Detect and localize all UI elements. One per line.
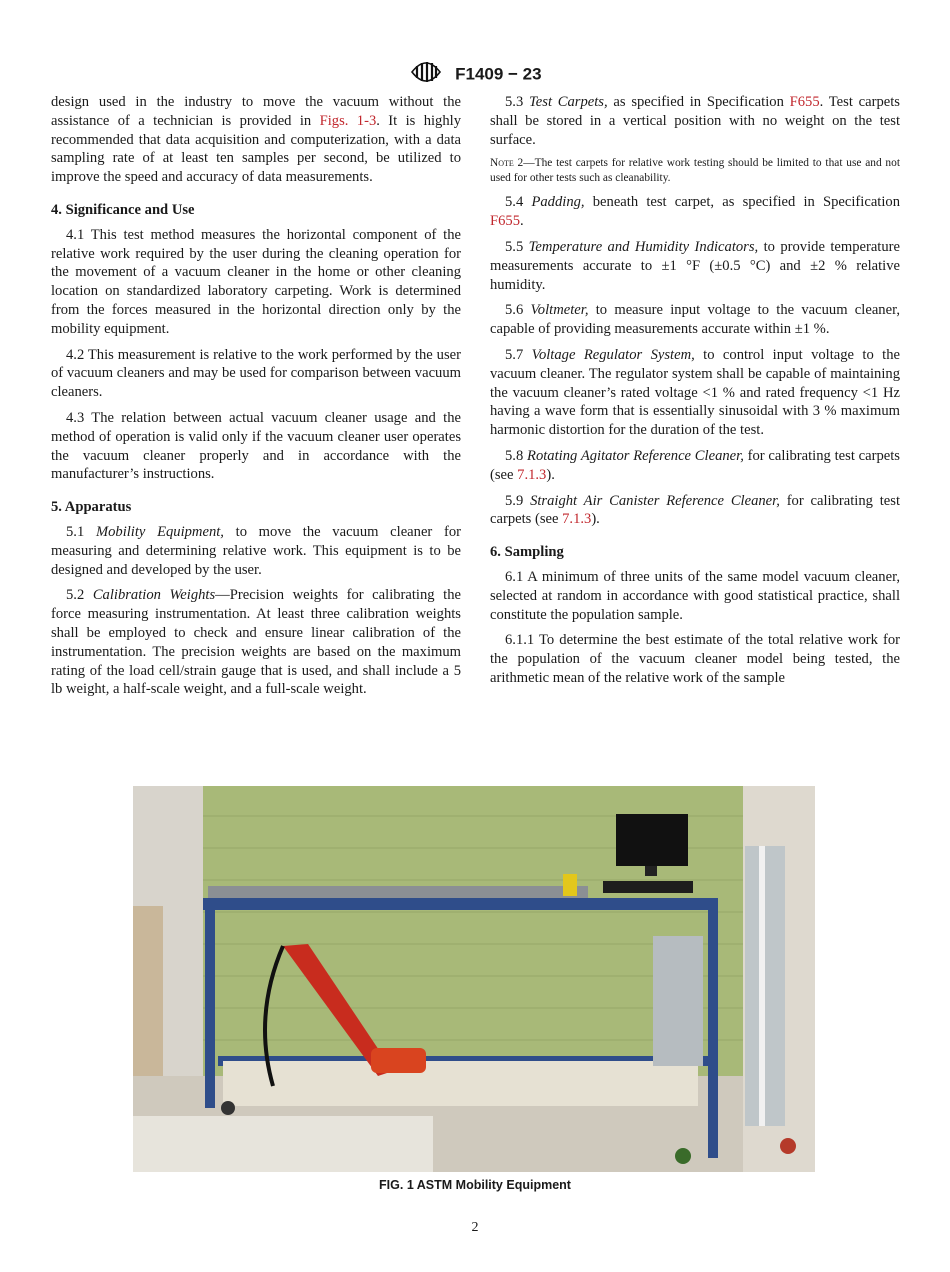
paragraph-5-4: 5.4 Padding, beneath test carpet, as specified in Specification F655. [490,194,901,230]
page-number: 2 [471,1220,479,1235]
paragraph-5-3: 5.3 Test Carpets, as specified in Specification F655. Test carpets shall be stored in a vertical position with no weight on the test surface. [490,94,900,148]
section-7-1-3-link[interactable]: 7.1.3 [517,466,547,483]
section-5-heading: 5. Apparatus [51,499,132,516]
paragraph-5-5: 5.5 Temperature and Humidity Indicators, to provide temperature measurements accurate to ±1 °F (±0.5 °C) and ±2 % relative humidity. [490,238,900,293]
paragraph-5-6: 5.6 Voltmeter, to measure input voltage to the vacuum cleaner, capable of providing measurements accurate within ±1 %. [490,302,900,338]
left-column [51,93,461,706]
f655-link[interactable]: F655 [490,213,521,230]
paragraph-6-1: 6.1 A minimum of three units of the same model vacuum cleaner, selected at random in accordance with good statistical practice, shall constitute the population sample. [490,568,900,623]
paragraph-4-1: 4.1 This test method measures the horizontal component of the relative work required by the user during the cleaning operation for the movement of a vacuum cleaner in the home or other cleaning location on standardized laboratory carpeting. Work is determined from the forces measured in the horizontal direction only by the mobility equipment. [51,226,461,337]
paragraph-6-1-1: 6.1.1 To determine the best estimate of the total relative work for the population of the vacuum cleaner model being tested, the arithmetic mean of the relative work of the sample [490,632,900,686]
intro-paragraph: design used in the industry to move the vacuum without the assistance of a technician is provided in Figs. 1-3. It is highly recommended that data acquisition and computerization, with a data sampling rate of at least ten samples per second, be utilized to improve the speed and accuracy of data measurements. [51,94,461,186]
section-6-heading: 6. Sampling [490,544,564,561]
figure-caption: FIG. 1 ASTM Mobility Equipment [379,1178,571,1192]
section-7-1-3-link[interactable]: 7.1.3 [562,511,592,528]
figs-link[interactable]: Figs. 1-3 [319,112,377,129]
paragraph-5-9: 5.9 Straight Air Canister Reference Cleaner, for calibrating test carpets (see 7.1.3). [490,492,901,528]
paragraph-5-7: 5.7 Voltage Regulator System, to control input voltage to the vacuum cleaner. The regulator system shall be capable of maintaining the vacuum cleaner’s rated voltage <1 % and rated frequency <1 Hz having a wave form that is essentially sinusoidal with 3 % maximum harmonic distortion for the duration of the test. [490,346,900,439]
paragraph-5-8: 5.8 Rotating Agitator Reference Cleaner, for calibrating test carpets (see 7.1.3). [490,447,900,483]
note-2: Note 2—The test carpets for relative work testing should be limited to that use and not used for other tests such as cleanability. [490,157,900,184]
paragraph-5-2: 5.2 Calibration Weights—Precision weights for calibrating the force measuring instrumentation. At least three calibration weights shall be employed to check and ensure linear calibration of the instrumentation. The precision weights are based on the maximum rating of the load cell/strain gauge that is used, and shall include a 5 lb weight, a half-scale weight, and a full-scale weight. [51,587,461,698]
section-4-heading: 4. Significance and Use [51,201,195,218]
paragraph-4-3: 4.3 The relation between actual vacuum cleaner usage and the method of operation is valid only if the vacuum cleaner user operates the vacuum cleaner properly and in accordance with the manufacturer’s instructions. [51,409,461,483]
paragraph-4-2: 4.2 This measurement is relative to the work performed by the user of vacuum cleaners and may be used for comparison between vacuum cleaners. [51,346,461,401]
f655-link[interactable]: F655 [789,94,820,110]
paragraph-5-1: 5.1 Mobility Equipment, to move the vacuum cleaner for measuring and determining relative work. This equipment is to be designed and developed by the user. [51,523,461,578]
astm-logo-icon [408,58,444,91]
page-header [0,58,950,91]
right-column [490,93,900,695]
standard-designation: F1409 − 23 [455,64,542,84]
figure-1-photo [133,786,815,1172]
